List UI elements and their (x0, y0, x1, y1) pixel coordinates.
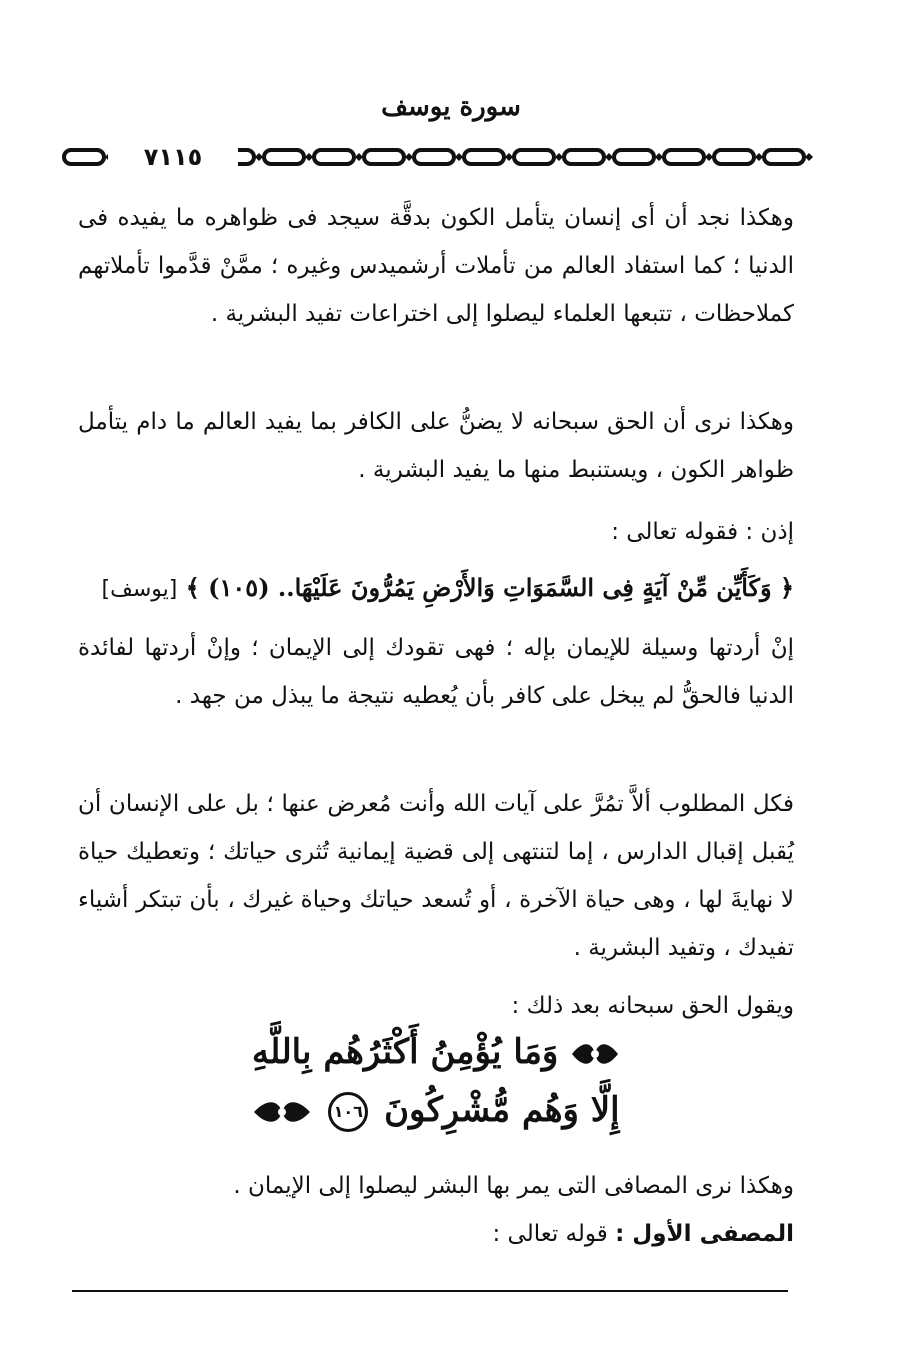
quran-verse-105 (78, 564, 794, 614)
verse-text: وَكَأَيِّن مِّنْ آيَةٍ فِى السَّمَوَاتِ وَالأَرْضِ يَمُرُّونَ عَلَيْهَا.. (277, 573, 772, 602)
paragraph-3: إذن : فقوله تعالى : (611, 519, 794, 545)
surah-reference: [يوسف] (101, 577, 178, 602)
paragraph-6: ويقول الحق سبحانه بعد ذلك : (511, 993, 794, 1019)
paragraph-5: فكل المطلوب ألاَّ تمُرَّ على آيات الله وأنت مُعرض عنها ؛ بل على الإنسان أن يُقبل إقبال الدارس ، إما لتنتهى إلى قضية إيمانية تُثرى حياتك ؛ وتعطيك حياة لا نهايةَ لها ، وهى حياة الآخرة ، أو تُسعد حياتك وحياة غيرك ، بأن تبتكر أشياء تفيدك ، وتفيد البشرية . (78, 791, 794, 961)
paragraph-4: إنْ أردتها وسيلة للإيمان بإله ؛ فهى تقودك إلى الإيمان ؛ وإنْ أردتها لفائدة الدنيا فالحقُّ لم يبخل على كافر بأن يُعطيه نتيجة ما يبذل من جهد . (78, 635, 794, 709)
surah-title: سورة يوسف (381, 92, 521, 122)
page-number: ٧١١٥ (108, 140, 238, 174)
ayah-number-badge: ١٠٦ (328, 1092, 368, 1132)
paragraph-8 (78, 1210, 794, 1258)
quran-verse-106-line-2 (78, 1090, 794, 1132)
paragraph-8-rest: قوله تعالى : (492, 1221, 616, 1247)
verse-open-bracket: ﴿ (779, 573, 794, 602)
footer-rule (72, 1290, 788, 1292)
header-ornament-band (60, 140, 830, 174)
quran-verse-106-line-1 (78, 1032, 794, 1072)
verse-ornament-start-icon (570, 1039, 620, 1069)
first-filter-term: المصفى الأول : (615, 1221, 794, 1247)
verse-106-text-line-2: إِلَّا وَهُم مُّشْرِكُونَ (384, 1090, 620, 1130)
verse-number: (١٠٥) (208, 573, 270, 602)
paragraph-1: وهكذا نجد أن أى إنسان يتأمل الكون بدقَّة سيجد فى ظواهره ما يفيده فى الدنيا ؛ كما استفاد العالم من تأملات أرشميدس وغيره ؛ ممَّنْ قدَّموا تأملاتهم كملاحظات ، تتبعها العلماء ليصلوا إلى اختراعات تفيد البشرية . (78, 205, 794, 327)
verse-close-bracket: ﴾ (185, 573, 200, 602)
verse-106-text-line-1: وَمَا يُؤْمِنُ أَكْثَرُهُم بِاللَّهِ (251, 1032, 559, 1072)
paragraph-2: وهكذا نرى أن الحق سبحانه لا يضنُّ على الكافر بما يفيد العالم ما دام يتأمل ظواهر الكون ، ويستنبط منها ما يفيد البشرية . (78, 409, 794, 483)
paragraph-7: وهكذا نرى المصافى التى يمر بها البشر ليصلوا إلى الإيمان . (233, 1173, 794, 1199)
verse-ornament-end-icon (252, 1097, 312, 1127)
